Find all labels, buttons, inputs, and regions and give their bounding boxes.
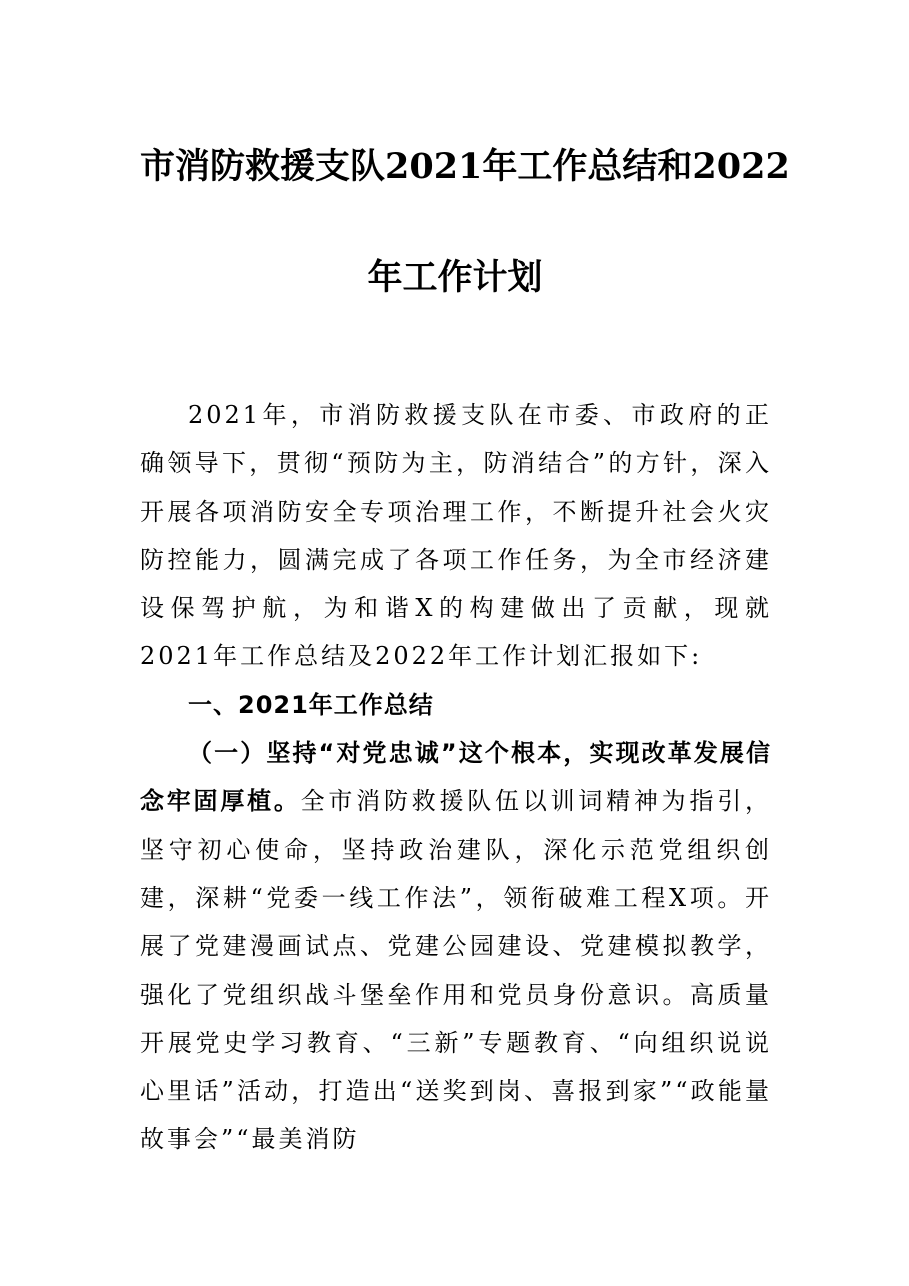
document-body (140, 391, 772, 1164)
subsection-heading-1: （一）坚持“对党忠诚”这个根本，实现改革发展信念牢固厚植。 (140, 739, 772, 816)
document-title-line-1: 市消防救援支队2021年工作总结和2022 (140, 146, 790, 187)
subsection-paragraph-1 (140, 729, 772, 1164)
section-heading-1: 一、2021年工作总结 (188, 690, 434, 719)
intro-paragraph: 2021年，市消防救援支队在市委、市政府的正确领导下，贯彻“预防为主，防消结合”的方针，深入开展各项消防安全专项治理工作，不断提升社会火灾防控能力，圆满完成了各项工作任务，为全市经济建设保驾护航，为和谐X的构建做出了贡献，现就2021年工作总结及2022年工作计划汇报如下: (140, 401, 772, 671)
subsection-body-1: 全市消防救援队伍以训词精神为指引，坚守初心使命，坚持政治建队，深化示范党组织创建，深耕“党委一线工作法”，领衔破难工程X项。开展了党建漫画试点、党建公园建设、党建模拟教学，强化了党组织战斗堡垒作用和党员身份意识。高质量开展党史学习教育、“三新”专题教育、“向组织说说心里话”活动，打造出“送奖到岗、喜报到家”“政能量故事会”“最美消防 (140, 787, 773, 1154)
document-title-line-2: 年工作计划 (367, 257, 543, 298)
